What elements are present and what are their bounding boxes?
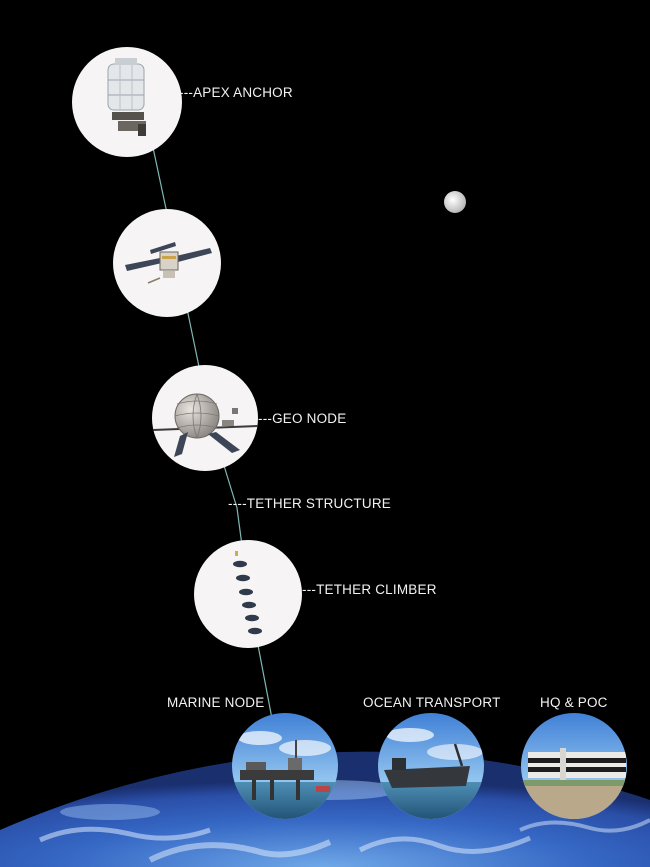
- ocean-transport-label: OCEAN TRANSPORT: [363, 695, 501, 710]
- marine-node-label: MARINE NODE: [167, 695, 265, 710]
- geo-node: [152, 365, 258, 471]
- apex-anchor-label: ---APEX ANCHOR: [179, 85, 293, 100]
- tether-climber-label: ---TETHER CLIMBER: [302, 582, 437, 597]
- moon: [444, 191, 466, 213]
- apex-anchor-node: [72, 47, 182, 157]
- geo-node-label: ---GEO NODE: [258, 411, 347, 426]
- orbital-station-node: [113, 209, 221, 317]
- hq-poc-label: HQ & POC: [540, 695, 608, 710]
- tether-structure-label: ----TETHER STRUCTURE: [228, 496, 391, 511]
- tether-climber-node: [194, 540, 302, 648]
